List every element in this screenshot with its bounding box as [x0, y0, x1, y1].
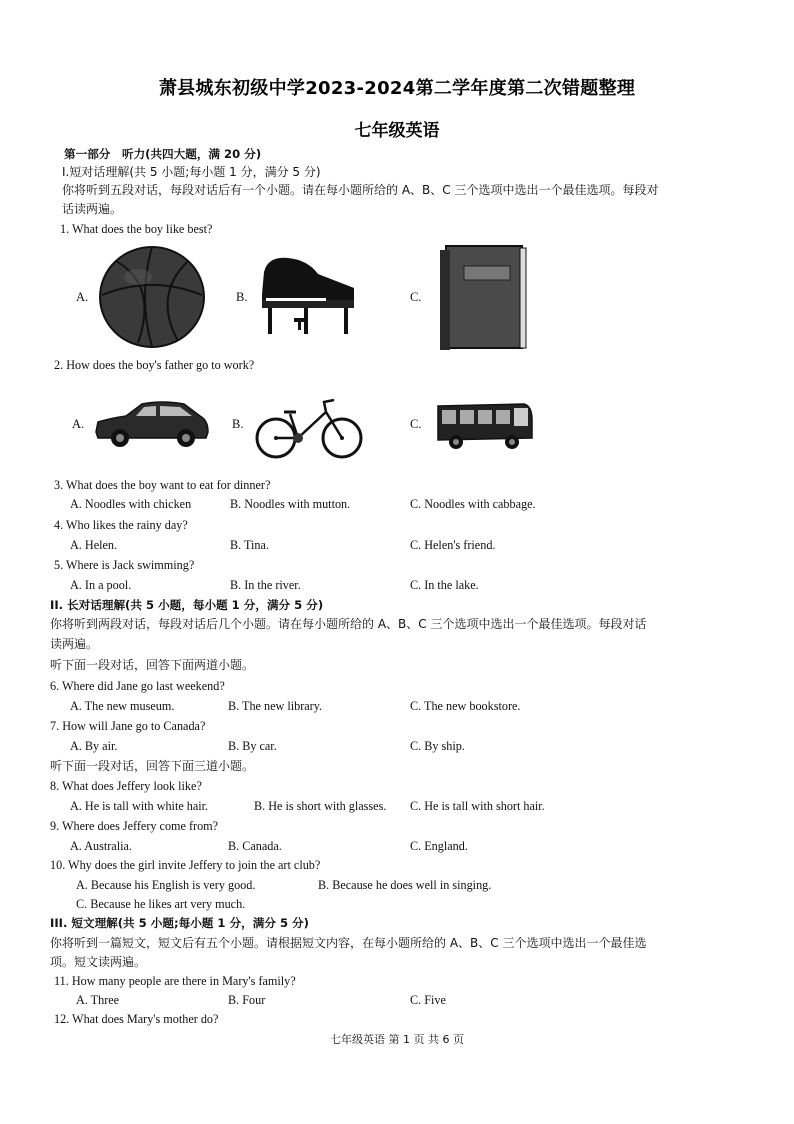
page-title: 萧县城东初级中学2023-2024第二学年度第二次错题整理: [158, 78, 636, 99]
q1-option-a-label: A.: [76, 290, 89, 304]
question-10: 10. Why does the girl invite Jeffery to join the art club?: [50, 858, 321, 872]
q2-option-b-label: B.: [232, 417, 244, 431]
question-3: 3. What does the boy want to eat for dinner?: [54, 478, 271, 492]
section2-heading: II. 长对话理解(共 5 小题，每小题 1 分，满分 5 分): [50, 598, 324, 612]
q9-option-b: B. Canada.: [228, 839, 282, 853]
question-12: 12. What does Mary's mother do?: [54, 1012, 219, 1026]
q4-option-b: B. Tina.: [230, 538, 269, 552]
q9-option-c: C. England.: [410, 839, 468, 853]
part-heading: 第一部分 听力(共四大题，满 20 分): [64, 147, 262, 161]
q1-option-c-label: C.: [410, 290, 422, 304]
q4-option-c: C. Helen's friend.: [410, 538, 496, 552]
q4-option-a: A. Helen.: [70, 538, 118, 552]
question-11: 11. How many people are there in Mary's family?: [54, 974, 296, 988]
q7-option-c: C. By ship.: [410, 739, 465, 753]
section3-instruction-line2: 项。短文读两遍。: [50, 955, 147, 969]
q8-option-a: A. He is tall with white hair.: [70, 799, 209, 813]
section2-sub-instruction-1: 听下面一段对话，回答下面两道小题。: [50, 658, 255, 672]
q3-option-a: A. Noodles with chicken: [70, 497, 192, 511]
q6-option-c: C. The new bookstore.: [410, 699, 521, 713]
question-7: 7. How will Jane go to Canada?: [50, 719, 206, 733]
q8-option-c: C. He is tall with short hair.: [410, 799, 545, 813]
question-6: 6. Where did Jane go last weekend?: [50, 679, 225, 693]
section2-instruction-line1: 你将听到两段对话，每段对话后几个小题。请在每小题所给的 A、B、C 三个选项中选出一个最佳选项。每段对话: [50, 617, 647, 631]
q7-option-b: B. By car.: [228, 739, 277, 753]
section3-heading: III. 短文理解(共 5 小题;每小题 1 分，满分 5 分): [50, 916, 309, 930]
q5-option-c: C. In the lake.: [410, 578, 479, 592]
question-9: 9. Where does Jeffery come from?: [50, 819, 219, 833]
q1-option-b-label: B.: [236, 290, 248, 304]
q2-option-a-label: A.: [72, 417, 85, 431]
q2-option-c-label: C.: [410, 417, 422, 431]
section1-heading: I.短对话理解(共 5 小题;每小题 1 分，满分 5 分): [62, 165, 321, 179]
q3-option-c: C. Noodles with cabbage.: [410, 497, 536, 511]
q6-option-b: B. The new library.: [228, 699, 323, 713]
bicycle-icon: [254, 398, 366, 462]
q7-option-a: A. By air.: [70, 739, 118, 753]
q11-option-c: C. Five: [410, 993, 446, 1007]
q11-option-a: A. Three: [76, 993, 120, 1007]
section3-instruction-line1: 你将听到一篇短文，短文后有五个小题。请根据短文内容，在每小题所给的 A、B、C 三个选项中选出一个最佳选: [50, 936, 647, 950]
section2-instruction-line2: 读两遍。: [50, 637, 99, 651]
bus-icon: [434, 400, 536, 452]
q5-option-a: A. In a pool.: [70, 578, 132, 592]
question-4: 4. Who likes the rainy day?: [54, 518, 188, 532]
section2-sub-instruction-2: 听下面一段对话，回答下面三道小题。: [50, 759, 255, 773]
car-icon: [92, 398, 212, 448]
question-8: 8. What does Jeffery look like?: [50, 779, 202, 793]
q11-option-b: B. Four: [228, 993, 266, 1007]
q6-option-a: A. The new museum.: [70, 699, 175, 713]
question-5: 5. Where is Jack swimming?: [54, 558, 195, 572]
q10-option-c: C. Because he likes art very much.: [76, 897, 246, 911]
q10-option-b: B. Because he does well in singing.: [318, 878, 492, 892]
q8-option-b: B. He is short with glasses.: [254, 799, 387, 813]
q9-option-a: A. Australia.: [70, 839, 132, 853]
question-2: 2. How does the boy's father go to work?: [54, 358, 255, 372]
page-subtitle: 七年级英语: [354, 121, 440, 141]
piano-icon: [258, 252, 360, 338]
q10-option-a: A. Because his English is very good.: [76, 878, 256, 892]
basketball-icon: [98, 245, 206, 349]
question-1: 1. What does the boy like best?: [60, 222, 213, 236]
q5-option-b: B. In the river.: [230, 578, 301, 592]
page-footer: 七年级英语 第 1 页 共 6 页: [330, 1033, 464, 1046]
q3-option-b: B. Noodles with mutton.: [230, 497, 351, 511]
book-icon: [436, 238, 528, 354]
section1-instruction-line2: 话读两遍。: [62, 202, 123, 216]
section1-instruction-line1: 你将听到五段对话，每段对话后有一个小题。请在每小题所给的 A、B、C 三个选项中选出一个最佳选项。每段对: [62, 183, 659, 197]
